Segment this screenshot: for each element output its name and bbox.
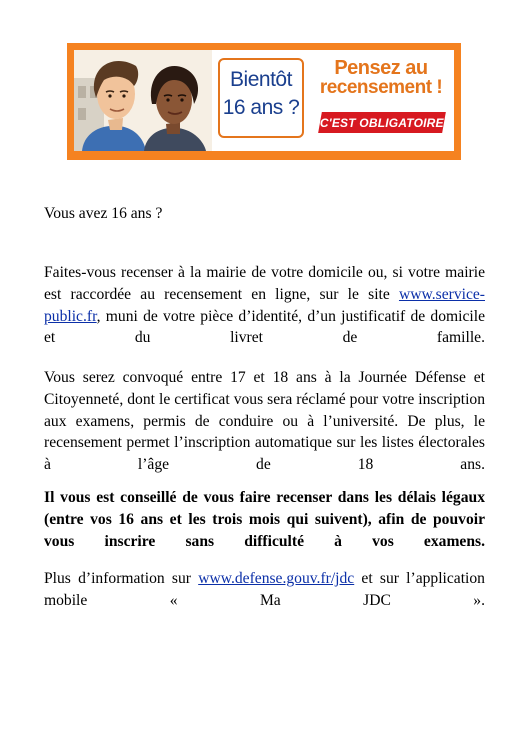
call-to-action [312, 58, 450, 98]
paragraph-jdc: Vous serez convoqué entre 17 et 18 ans à la Journée Défense et Citoyenneté, dont le certificat vous sera réclamé pour votre inscription aux examens, permis de conduire ou à l’université. De plus, le recensement permet l’inscription automatique sur les listes électorales à l’âge de 18 ans. [44, 369, 485, 474]
service-public-link[interactable]: www.service-public.fr [44, 285, 485, 325]
paragraph-more-info [44, 568, 485, 633]
call-line1: Pensez au [334, 57, 428, 79]
p4-text-before: Plus d’information sur [44, 570, 199, 587]
paragraph-registration [44, 262, 485, 371]
paragraph-advice: Il vous est conseillé de vous faire recenser dans les délais légaux (entre vos 16 ans et les trois mois qui suivent), afin de pouvoir vous inscrire sans difficulté à vos examens. [44, 489, 485, 550]
defense-jdc-link[interactable]: www.defense.gouv.fr/jdc [198, 570, 355, 587]
mandatory-badge [318, 112, 446, 133]
intro-question: Vous avez 16 ans ? [44, 205, 163, 222]
question-line1: Bientôt [230, 68, 292, 91]
call-line2: recensement ! [319, 77, 443, 98]
p1-text-before: Faites-vous recenser à la mairie de votre domicile ou, si votre mairie est raccordée au recensement en ligne, sur le site [44, 264, 485, 303]
question-line2: 16 ans ? [222, 96, 300, 119]
p1-text-after: , muni de votre pièce d’identité, d’un justificatif de domicile et du livret de famille. [44, 307, 485, 347]
recensement-banner [67, 43, 461, 160]
p4-text-after: et sur l’application mobile « Ma JDC ». [44, 570, 485, 609]
banner-inner [74, 50, 454, 151]
bientot-16-ans-box [218, 58, 304, 138]
mandatory-label: C'EST OBLIGATOIRE [320, 115, 444, 130]
teenagers-illustration [74, 50, 212, 151]
